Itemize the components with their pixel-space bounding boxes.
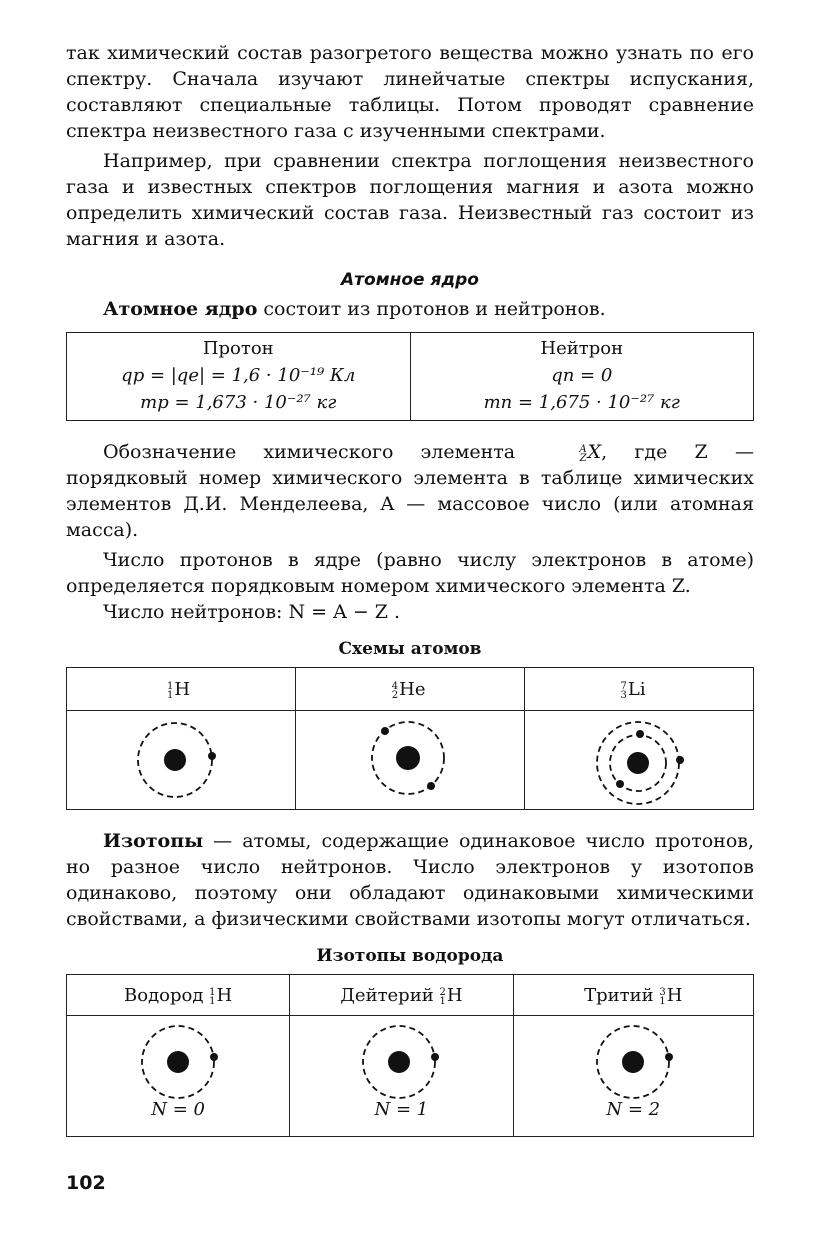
isotope-header-tritium: Тритий 3 1 H	[513, 975, 753, 1016]
lithium-atom-diagram	[584, 712, 694, 808]
isotope-header-protium: Водород 1 1 H	[67, 975, 290, 1016]
proton-charge: qp = |qe| = 1,6 · 10⁻¹⁹ Кл	[121, 365, 356, 386]
isotope-diagram-deuterium-cell	[290, 1016, 513, 1137]
atom-diagram-h-cell	[67, 711, 296, 810]
textbook-page	[66, 40, 754, 1137]
deuterium-atom-diagram	[351, 1017, 451, 1103]
neutron-charge: qn = 0	[551, 365, 613, 386]
atom-header-li: 7 3 Li	[524, 668, 753, 711]
neutron-count-protium: N = 0	[151, 1099, 205, 1120]
proton-neutron-table	[66, 332, 754, 421]
neutron-mass: mn = 1,675 · 10⁻²⁷ кг	[483, 392, 680, 413]
atom-header-h: 1 1 H	[67, 668, 296, 711]
proton-cell	[67, 333, 411, 421]
protium-atom-diagram	[128, 1017, 228, 1103]
isotope-header-deuterium: Дейтерий 2 1 H	[290, 975, 513, 1016]
atom-schemes-table	[66, 667, 754, 810]
tritium-atom-diagram	[583, 1017, 683, 1103]
isotope-diagram-tritium-cell	[513, 1016, 753, 1137]
isotope-diagram-protium-cell	[67, 1016, 290, 1137]
atom-diagram-he-cell	[295, 711, 524, 810]
paragraph-example: Например, при сравнении спектра поглощения неизвестного газа и известных спектров поглощения магния и азота можно определить химический состав газа. Неизвестный газ состоит из магния и азота.	[66, 150, 754, 250]
paragraph-notation: Обозначение химического элемента A Z X, где Z — порядковый номер химического элемента в таблице химических элементов Д.И. Менделеева, A — массовое число (или атомная масса).	[66, 441, 754, 541]
notation-indices: A Z	[579, 444, 587, 464]
notation-symbol: X	[587, 441, 602, 463]
paragraph-neutrons: Число нейтронов: N = A − Z .	[103, 601, 401, 623]
hydrogen-isotopes-table	[66, 974, 754, 1137]
neutron-count-deuterium: N = 1	[374, 1099, 429, 1120]
page-number: 102	[66, 1172, 106, 1194]
helium-atom-diagram	[360, 712, 460, 808]
hydrogen-atom-diagram	[131, 712, 231, 808]
proton-title: Протон	[202, 338, 274, 359]
hydrogen-isotopes-title: Изотопы водорода	[316, 946, 504, 966]
section-title: Атомное ядро	[341, 270, 479, 290]
atom-header-he: 4 2 He	[295, 668, 524, 711]
atom-diagram-li-cell	[524, 711, 753, 810]
paragraph-spectrum-intro: так химический состав разогретого вещества можно узнать по его спектру. Сначала изучают линейчатые спектры испускания, составляют специальные таблицы. Потом проводят сравнение спектра неизвестного газа с изученными спектрами.	[66, 42, 754, 142]
neutron-count-tritium: N = 2	[606, 1099, 661, 1120]
proton-mass: mp = 1,673 · 10⁻²⁷ кг	[140, 392, 337, 413]
neutron-cell	[410, 333, 754, 421]
paragraph-nucleus	[66, 296, 754, 322]
term-isotopes: Изотопы	[103, 830, 204, 852]
paragraph-protons: Число протонов в ядре (равно числу электронов в атоме) определяется порядковым номером химического элемента Z.	[66, 549, 754, 597]
nucleus-definition: состоит из протонов и нейтронов.	[257, 298, 606, 320]
schemes-title: Схемы атомов	[338, 639, 482, 659]
term-nucleus: Атомное ядро	[103, 298, 258, 320]
neutron-title: Нейтрон	[540, 338, 624, 359]
isotopes-definition: — атомы, содержащие одинаковое число протонов, но разное число нейтронов. Число электронов у изотопов одинаково, поэтому они обладают одинаковыми химическими свойствами, а физическими свойствами изотопы могут отличаться.	[66, 830, 754, 930]
paragraph-isotopes	[66, 828, 754, 932]
